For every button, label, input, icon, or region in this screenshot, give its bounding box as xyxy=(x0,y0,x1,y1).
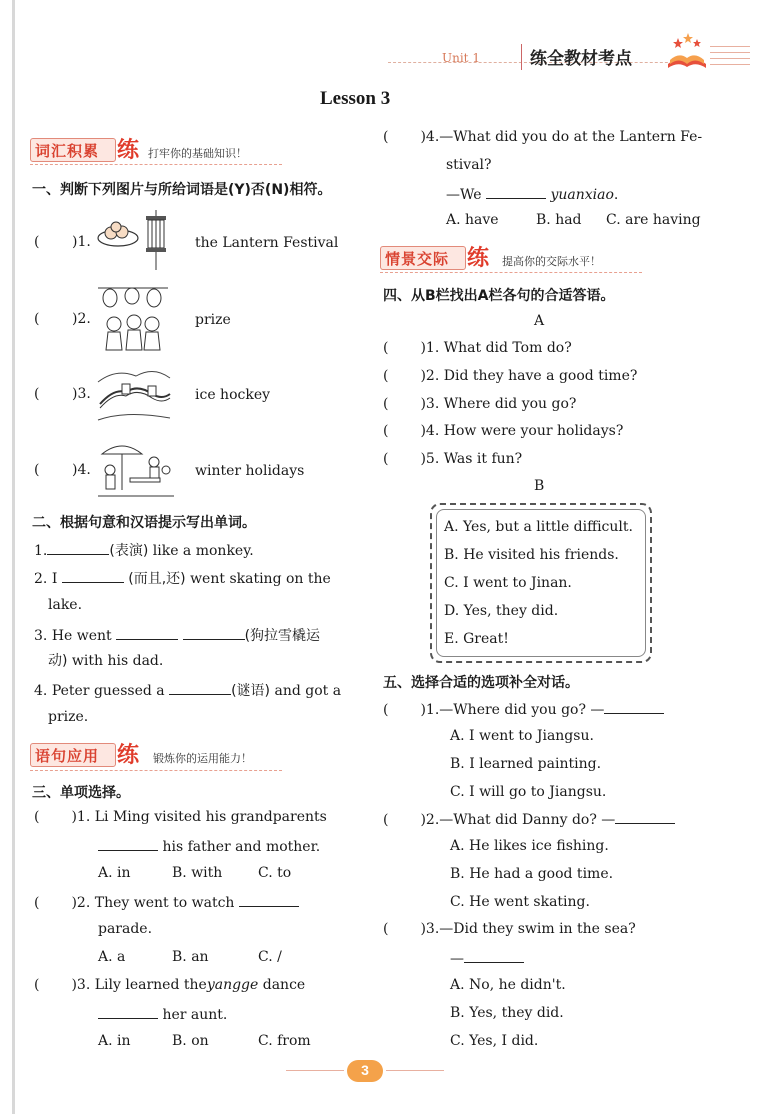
option[interactable]: C. / xyxy=(258,949,282,965)
sentence-badge xyxy=(30,742,140,768)
vocab-badge-label: 词汇积累 xyxy=(35,142,100,160)
family-picnic-icon xyxy=(96,440,176,500)
section3-q4-l3: —We yuanxiao. xyxy=(446,184,618,204)
section2-q1: 1. (表演) like a monkey. xyxy=(34,540,254,560)
match-item: ( )1. What did Tom do? xyxy=(383,340,572,356)
section3-q4-l2: stival? xyxy=(446,157,492,173)
answer-paren[interactable]: ( xyxy=(383,423,389,439)
vocab-slogan: 打牢你的基础知识！ xyxy=(148,147,247,160)
item-word: prize xyxy=(195,312,231,328)
item-number: )4. xyxy=(72,462,91,478)
option[interactable]: A. in xyxy=(98,865,131,881)
option[interactable]: C. I will go to Jiangsu. xyxy=(450,784,607,800)
header-unit: Unit 1 xyxy=(442,51,480,65)
situation-badge xyxy=(380,245,490,271)
fill-blank[interactable] xyxy=(239,892,299,907)
section2-q3: 3. He went (狗拉雪橇运 xyxy=(34,625,320,645)
option[interactable]: B. with xyxy=(172,865,223,881)
option[interactable]: C. to xyxy=(258,865,292,881)
section2-title: 二、根据句意和汉语提示写出单词。 xyxy=(32,515,256,531)
section3-title: 三、单项选择。 xyxy=(32,785,130,801)
section2-q2-cont: lake. xyxy=(48,597,83,613)
answer-paren[interactable]: ( xyxy=(383,340,389,356)
footer-line-right xyxy=(386,1070,444,1071)
option[interactable]: B. I learned painting. xyxy=(450,756,602,772)
answer-paren[interactable]: ( xyxy=(383,812,389,828)
item-word: ice hockey xyxy=(195,387,271,403)
match-item: ( )4. How were your holidays? xyxy=(383,423,624,439)
option[interactable]: A. No, he didn't. xyxy=(450,977,566,993)
situation-badge-label: 情景交际 xyxy=(385,250,450,268)
fill-blank[interactable] xyxy=(169,680,231,695)
match-item: ( )2. Did they have a good time? xyxy=(383,368,638,384)
page-binding-edge xyxy=(12,0,15,1114)
item-word: the Lantern Festival xyxy=(195,235,339,251)
section5-q3: ( )3.—Did they swim in the sea? xyxy=(383,921,636,937)
fill-blank[interactable] xyxy=(615,809,675,824)
answer-paren[interactable]: ( xyxy=(383,129,389,145)
fill-blank[interactable] xyxy=(98,836,158,851)
fill-blank[interactable] xyxy=(47,540,109,555)
answer-paren[interactable]: ( xyxy=(34,386,40,402)
situation-dotline xyxy=(380,270,642,273)
option[interactable]: C. are having xyxy=(606,212,701,228)
option[interactable]: B. had xyxy=(536,212,582,228)
option[interactable]: A. have xyxy=(446,212,499,228)
answer-paren[interactable]: ( xyxy=(34,462,40,478)
tangyuan-and-lantern-icon xyxy=(96,208,180,274)
option[interactable]: C. Yes, I did. xyxy=(450,1033,539,1049)
header-title: 练全教材考点 xyxy=(530,49,632,69)
section2-q4: 4. Peter guessed a (谜语) and got a xyxy=(34,680,341,700)
option[interactable]: A. a xyxy=(98,949,126,965)
answer-paren[interactable]: ( xyxy=(34,809,40,825)
header-stripe xyxy=(710,46,750,47)
section2-q2: 2. I (而且,还) went skating on the xyxy=(34,568,331,588)
section3-q2: ( )2. They went to watch xyxy=(34,892,299,912)
answer-paren[interactable]: ( xyxy=(383,921,389,937)
answer-paren[interactable]: ( xyxy=(34,977,40,993)
section5-title: 五、选择合适的选项补全对话。 xyxy=(383,675,579,691)
section3-q3: ( )3. Lily learned theyangge dance xyxy=(34,977,306,993)
item-number: )3. xyxy=(72,386,91,402)
match-item: ( )3. Where did you go? xyxy=(383,396,577,412)
item-number: )1. xyxy=(72,234,91,250)
answer-option: D. Yes, they did. xyxy=(444,603,559,619)
answer-option: E. Great! xyxy=(444,631,509,647)
vocab-badge xyxy=(30,137,140,163)
column-b-label: B xyxy=(534,478,545,494)
option[interactable]: C. He went skating. xyxy=(450,894,590,910)
vocab-badge-lian: 练 xyxy=(117,137,140,163)
header-stripe xyxy=(710,52,750,53)
section5-q1: ( )1.—Where did you go? — xyxy=(383,699,664,719)
sentence-slogan: 锻炼你的运用能力！ xyxy=(153,752,252,765)
section3-q1-l2: his father and mother. xyxy=(98,836,320,856)
section3-q3-l2: her aunt. xyxy=(98,1004,227,1024)
option[interactable]: B. on xyxy=(172,1033,209,1049)
option[interactable]: A. I went to Jiangsu. xyxy=(450,728,594,744)
match-item: ( )5. Was it fun? xyxy=(383,451,523,467)
option[interactable]: A. in xyxy=(98,1033,131,1049)
option[interactable]: C. from xyxy=(258,1033,311,1049)
fill-blank[interactable] xyxy=(98,1004,158,1019)
great-wall-icon xyxy=(96,364,172,422)
answer-paren[interactable]: ( xyxy=(383,368,389,384)
page-number: 3 xyxy=(361,1062,369,1078)
answer-paren[interactable]: ( xyxy=(34,895,40,911)
answer-paren[interactable]: ( xyxy=(34,234,40,250)
vocab-dotline xyxy=(30,162,282,165)
lesson-title: Lesson 3 xyxy=(320,88,391,109)
answer-paren[interactable]: ( xyxy=(383,451,389,467)
answer-paren[interactable]: ( xyxy=(383,396,389,412)
header-stripe xyxy=(710,58,750,59)
section3-q4: ( )4.—What did you do at the Lantern Fe- xyxy=(383,129,703,145)
section5-q2: ( )2.—What did Danny do? — xyxy=(383,809,675,829)
answer-option: A. Yes, but a little difficult. xyxy=(444,519,633,535)
footer-line-left xyxy=(286,1070,344,1071)
answer-option: C. I went to Jinan. xyxy=(444,575,572,591)
option[interactable]: B. Yes, they did. xyxy=(450,1005,564,1021)
answer-paren[interactable]: ( xyxy=(34,311,40,327)
section4-title: 四、从B栏找出A栏各句的合适答语。 xyxy=(383,288,615,304)
option[interactable]: A. He likes ice fishing. xyxy=(450,838,609,854)
sentence-badge-label: 语句应用 xyxy=(35,747,100,765)
fill-blank[interactable] xyxy=(116,625,178,640)
answer-paren[interactable]: ( xyxy=(383,702,389,718)
header-stripe xyxy=(710,64,750,65)
section2-q4-cont: prize. xyxy=(48,709,89,725)
fill-blank[interactable] xyxy=(486,184,546,199)
column-a-label: A xyxy=(534,313,545,329)
lantern-riddle-kids-icon xyxy=(96,284,170,354)
situation-slogan: 提高你的交际水平！ xyxy=(502,255,601,268)
fill-blank[interactable] xyxy=(604,699,664,714)
option[interactable]: B. an xyxy=(172,949,209,965)
section3-q1: ( )1. Li Ming visited his grandparents xyxy=(34,809,327,825)
fill-blank[interactable] xyxy=(464,948,524,963)
section2-q3-cont: 动) with his dad. xyxy=(48,653,164,669)
section5-q3-l2: — xyxy=(450,948,524,968)
fill-blank[interactable] xyxy=(62,568,124,583)
answer-option: B. He visited his friends. xyxy=(444,547,619,563)
situation-badge-lian: 练 xyxy=(467,245,490,271)
header-divider xyxy=(521,44,522,70)
open-book-icon xyxy=(664,30,710,72)
section3-q2-l2: parade. xyxy=(98,921,153,937)
sentence-dotline xyxy=(30,768,282,771)
item-word: winter holidays xyxy=(195,463,305,479)
section1-title: 一、判断下列图片与所给词语是(Y)否(N)相符。 xyxy=(32,182,332,198)
option[interactable]: B. He had a good time. xyxy=(450,866,614,882)
item-number: )2. xyxy=(72,311,91,327)
fill-blank[interactable] xyxy=(183,625,245,640)
sentence-badge-lian: 练 xyxy=(117,742,140,768)
